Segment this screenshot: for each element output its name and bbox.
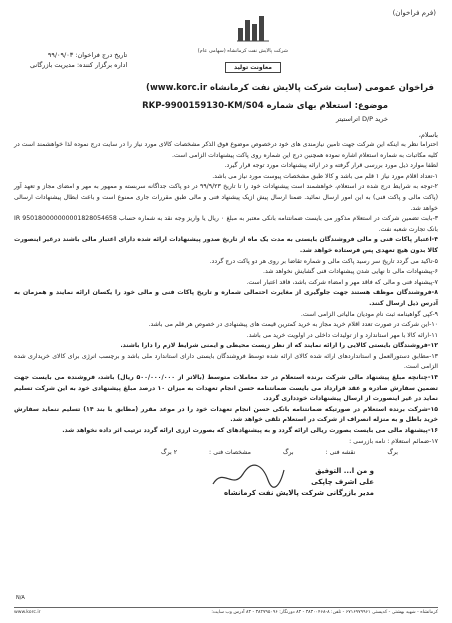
- letter-footer: [14, 607, 438, 615]
- company-logo-icon: [236, 14, 270, 42]
- clause-14: ۱۴-چنانچه مبلغ پیشنهاد مالی شرکت برنده استعلام در حد معاملات متوسط (بالاتر از ۵۰۰/۰۰۰/۰۰۰ ریال) باشد، فروشنده می بایست جهت تضمین سفارش صادره و عقد قرارداد می بایست ضمانتنامه حسن انجام تعهدات به میزان ۱۰ درصد مبلغ پیشنهادی خود به این شرکت تسلیم نماید در غیر اینصورت از ارسال پیشنهادات خودداری گردد.: [14, 374, 438, 403]
- subject-line: [14, 100, 438, 112]
- clause-10: ۱۰-این شرکت در صورت تعدد اقلام خرید مجاز به خرید کمترین قیمت های پیشنهادی در خصوص هر قلم می باشد.: [148, 321, 438, 329]
- handwritten-signature-icon: [208, 462, 288, 492]
- na-mark: N/A: [16, 595, 25, 601]
- clause-12: ۱۲-فروشندگان بایستی کالایی را ارائه نمایند که از نظر زیست محیطی و ایمنی شرایط لازم را دارا باشند.: [120, 342, 438, 350]
- company-name-line: شرکت پالایش نفت کرمانشاه (سهامی عام): [197, 48, 288, 54]
- salutation: باسلام،: [418, 131, 438, 139]
- clause-1: ۱-تعداد اقلام مورد نیاز ۱ قلم می باشد و کالا طبق مشخصات پیوست مورد نیاز می باشد.: [212, 172, 438, 180]
- department-box: معاونت تولید: [225, 62, 281, 73]
- clause-13: ۱۳-مطابق دستورالعمل و استانداردهای ارائه شده کالای ارائه شده توسط فروشندگان بایستی دارای استاندارد ملی باشد و برچسب انرژی برای کالای خریداری شده الزامی است.: [14, 352, 438, 371]
- form-tag: (فرم فراخوان): [392, 9, 436, 17]
- letter-meta: [30, 50, 127, 70]
- letter-header: [14, 8, 438, 72]
- clause-15: ۱۵-شرکت برنده استعلام در صورتیکه ضمانتنامه بانکی حسن انجام تعهدات خود را در موعد مقرر (مطابق با بند ۱۴) تسلیم ننماید سفارش خرید باطل و به منزله انصراف از شرکت در استعلام تلقی خواهد شد.: [14, 405, 438, 424]
- clause-6: ۶-پیشنهادات مالی تا نهایی شدن پیشنهادات فنی گشایش نخواهد شد.: [263, 268, 438, 276]
- clause-17: ۱۷-ضمائم استعلام : نامه بازرسی :: [349, 437, 438, 445]
- clause-8: ۸-فروشندگان موظف هستند جهت جلوگیری از مغایرت احتمالی شماره و تاریخ پاکات فنی و مالی خود را یکسان ارائه نمایند و همزمان به آدرس ذیل ارسال کنند.: [14, 289, 438, 307]
- attachments-row: [14, 449, 438, 456]
- footer-website: www.korc.ir: [14, 610, 41, 615]
- item-line: خرید D/P اتراستیتر: [335, 115, 388, 123]
- attachment-drawing: نقشه فنی :: [325, 449, 356, 457]
- signer-name: علی اشرف چاپکی: [311, 478, 374, 487]
- announcement-date: تاریخ درج فراخوان: ۹۹/۰۹/۰۳: [47, 51, 128, 59]
- footer-address: کرمانشاه - شهید بهشتی - کدپستی ۶۷۱۶۹۷۹۹۶۱ - تلفن: ۸-۳۸۳۰۰۴۶۸ - ۸۳ دورنگار: ۳۸۲۷۹۵۰۹۶ - ۸۳ آدرس وب سایت:: [211, 610, 438, 615]
- clause-9: ۹-کپی گواهینامه ثبت نام مودیان مالیاتی الزامی است.: [300, 310, 438, 318]
- organizing-office: اداره برگزار کننده: مدیریت بازرگانی: [30, 61, 128, 69]
- clause-7: ۷-پیشنهاد فنی و مالی که فاقد مهر و امضاء شرکت باشد، فاقد اعتبار است.: [246, 278, 438, 286]
- letter-body: [14, 140, 438, 447]
- attachment-count: ۲ برگ: [161, 449, 178, 457]
- inquiry-code: RKP-9900159130-KM/S04: [142, 101, 264, 111]
- paragraph-note: لطفا موارد ذیل مورد بررسی قرار گرفته و در ارائه پیشنهادات مورد توجه قرار گیرد.: [224, 162, 438, 170]
- attachment-sheet-2: برگ: [282, 449, 294, 457]
- clause-3: ۳-بابت تضمین شرکت در استعلام مذکور می بایست ضمانتنامه بانکی معتبر به مبلغ ۰ ریال یا واریز وجه نقد به شماره حساب IR 950180000000001828054658 بانک تجارت شعبه نفت.: [14, 215, 439, 233]
- clause-4: ۴-اعتبار پاکات فنی و مالی فروشندگان بایستی به مدت یک ماه از تاریخ صدور پیشنهادات ارائه شده دارای اعتبار مالی باشند درغیر اینصورت کالا بدون هیچ تعهدی پس فرستاده خواهد شد.: [14, 236, 438, 254]
- clause-5: ۵-تاکید می گردد تاریخ سر رسید پاکت مالی و شماره تقاضا بر روی هر دو پاکت درج گردد.: [209, 257, 438, 265]
- logo-block: [197, 14, 288, 73]
- attachment-sheet: برگ: [387, 449, 398, 457]
- clause-2: ۲-توجه به شرایط درج شده در استعلام، خواهشمند است پیشنهادات خود را تا تاریخ ۹۹/۹/۲۳ در دو پاکت جداگانه سربسته و ممهور به مهر و امضای مجاز و تعهد آور (پاکت مالی و پاکت فنی) به این امور ارسال نمائید. ضمنا ارسال پیش ازیک پیشنهاد فنی و مالی طبق مقررات جاری ممنوع است و باعث ابطال پیشنهادات ارسالی خواهد شد.: [14, 183, 438, 212]
- subject-prefix: موضوع: استعلام بهای شماره: [266, 101, 388, 111]
- clause-16: ۱۶-پیشنهاد مالی می بایست بصورت ریالی ارائه گردد و به پیشنهادهای که بصورت ارزی ارائه گردد ترتیب اثر داده نخواهد شد.: [62, 427, 438, 435]
- announcement-title: فراخوان عمومی (سایت شرکت پالایش نفت کرمانشاه www.korc.ir): [146, 83, 434, 93]
- paragraph-intro: احتراما نظر به اینکه این شرکت جهت تامین نیازمندی های خود درخصوص موضوع فوق الذکر مشخصات کالای مورد نیاز را در سایت درج نموده لذا خواهشمند است در کلیه مکاتبات به شماره استعلام اشاره نموده همچنین درج این شماره روی پاکت پیشنهادات الزامی است.: [14, 141, 438, 159]
- signer-position: مدیر بازرگانی شرکت پالایش نفت کرمانشاه: [224, 489, 374, 498]
- attachment-technical: مشخصات فنی :: [209, 449, 251, 457]
- closing-greeting: و من ا... التوفیق: [315, 467, 374, 476]
- clause-11: ۱۱-ارائه کالا با مهر استاندارد و از تولیدات داخلی در اولویت خرید می باشد.: [246, 331, 438, 339]
- signature-block: [14, 466, 438, 499]
